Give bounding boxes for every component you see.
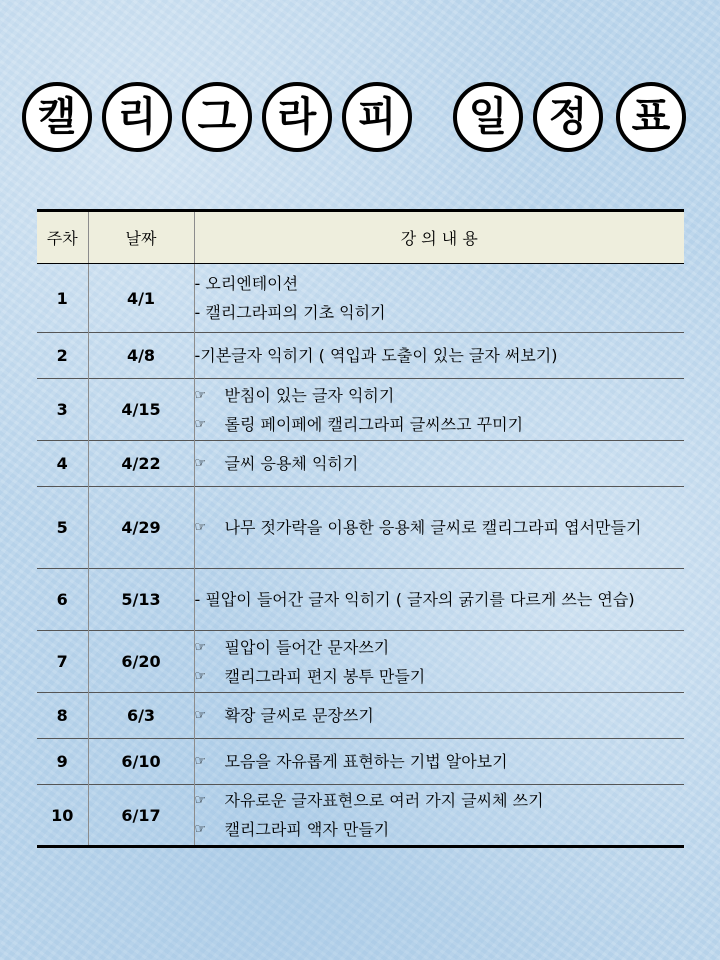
week-number: 3 bbox=[37, 379, 88, 441]
week-number: 6 bbox=[37, 569, 88, 631]
week-number: 4 bbox=[37, 441, 88, 487]
content-text: - 필압이 들어간 글자 익히기 ( 글자의 굵기를 다르게 쓰는 연습) bbox=[194, 590, 635, 609]
table-row bbox=[37, 631, 684, 693]
table-row bbox=[37, 264, 684, 333]
title-char-circle: 캘 bbox=[22, 82, 92, 152]
hand-pointing-icon: ☞ bbox=[194, 387, 207, 403]
content-line bbox=[195, 786, 685, 815]
hand-pointing-icon: ☞ bbox=[194, 639, 207, 655]
lesson-content bbox=[194, 441, 684, 487]
lesson-date: 4/22 bbox=[88, 441, 194, 487]
content-text: 나무 젓가락을 이용한 응용체 글씨로 캘리그라피 엽서만들기 bbox=[224, 518, 642, 537]
hand-pointing-icon: ☞ bbox=[194, 708, 207, 723]
table-row bbox=[37, 487, 684, 569]
schedule-table bbox=[37, 209, 684, 848]
table-row bbox=[37, 379, 684, 441]
table-row bbox=[37, 569, 684, 631]
title-char-circle: 표 bbox=[616, 82, 686, 152]
title-char-circle: 일 bbox=[453, 82, 523, 152]
content-text: 받침이 있는 글자 익히기 bbox=[224, 385, 395, 405]
content-line bbox=[195, 449, 685, 478]
content-line bbox=[195, 269, 685, 298]
lesson-content bbox=[194, 487, 684, 569]
table-row bbox=[37, 693, 684, 739]
content-line bbox=[195, 747, 685, 776]
hand-pointing-icon: ☞ bbox=[194, 520, 207, 535]
table-row bbox=[37, 785, 684, 847]
hand-pointing-icon: ☞ bbox=[194, 456, 207, 471]
lesson-content bbox=[194, 379, 684, 441]
lesson-date: 4/29 bbox=[88, 487, 194, 569]
week-number: 9 bbox=[37, 739, 88, 785]
lesson-date: 6/10 bbox=[88, 739, 194, 785]
hand-pointing-icon: ☞ bbox=[194, 793, 207, 808]
table-row bbox=[37, 739, 684, 785]
content-text: 캘리그라피 편지 봉투 만들기 bbox=[224, 666, 426, 686]
content-line bbox=[195, 513, 685, 542]
lesson-content bbox=[194, 569, 684, 631]
column-header-week: 주차 bbox=[37, 211, 88, 264]
content-text: 자유로운 글자표현으로 여러 가지 글씨체 쓰기 bbox=[224, 791, 544, 810]
content-text: 확장 글씨로 문장쓰기 bbox=[224, 706, 374, 725]
content-line bbox=[195, 815, 685, 844]
title-char-circle: 라 bbox=[262, 82, 332, 152]
content-text: 캘리그라피 액자 만들기 bbox=[224, 820, 390, 839]
content-text: - 오리엔테이션 bbox=[194, 274, 299, 293]
hand-pointing-icon: ☞ bbox=[194, 822, 207, 837]
column-header-content: 강 의 내 용 bbox=[194, 211, 684, 264]
lesson-content bbox=[194, 739, 684, 785]
content-line bbox=[195, 633, 685, 662]
content-text: 롤링 페이페에 캘리그라피 글씨쓰고 꾸미기 bbox=[224, 414, 524, 434]
lesson-content bbox=[194, 264, 684, 333]
content-line bbox=[195, 410, 685, 439]
week-number: 7 bbox=[37, 631, 88, 693]
content-line bbox=[195, 341, 685, 370]
week-number: 5 bbox=[37, 487, 88, 569]
content-text: - 캘리그라피의 기초 익히기 bbox=[194, 303, 386, 322]
title-char-circle: 피 bbox=[342, 82, 412, 152]
lesson-date: 5/13 bbox=[88, 569, 194, 631]
lesson-date: 4/8 bbox=[88, 333, 194, 379]
hand-pointing-icon: ☞ bbox=[194, 754, 207, 769]
hand-pointing-icon: ☞ bbox=[194, 668, 207, 684]
page-title bbox=[22, 82, 702, 156]
hand-pointing-icon: ☞ bbox=[194, 416, 207, 432]
title-char-circle: 정 bbox=[533, 82, 603, 152]
content-text: 필압이 들어간 문자쓰기 bbox=[224, 637, 390, 657]
content-text: -기본글자 익히기 ( 역입과 도출이 있는 글자 써보기) bbox=[194, 346, 558, 365]
week-number: 10 bbox=[37, 785, 88, 847]
lesson-content bbox=[194, 693, 684, 739]
content-text: 글씨 응용체 익히기 bbox=[224, 454, 359, 473]
column-header-date: 날짜 bbox=[88, 211, 194, 264]
table-row bbox=[37, 441, 684, 487]
title-char-circle: 그 bbox=[182, 82, 252, 152]
content-line bbox=[195, 585, 685, 614]
week-number: 8 bbox=[37, 693, 88, 739]
lesson-date: 4/15 bbox=[88, 379, 194, 441]
table-header-row bbox=[37, 211, 684, 264]
lesson-content bbox=[194, 785, 684, 847]
lesson-date: 6/3 bbox=[88, 693, 194, 739]
content-line bbox=[195, 701, 685, 730]
week-number: 1 bbox=[37, 264, 88, 333]
content-text: 모음을 자유롭게 표현하는 기법 알아보기 bbox=[224, 752, 508, 771]
lesson-content bbox=[194, 333, 684, 379]
content-line bbox=[195, 662, 685, 691]
title-char-circle: 리 bbox=[102, 82, 172, 152]
content-line bbox=[195, 381, 685, 410]
content-line bbox=[195, 298, 685, 327]
lesson-content bbox=[194, 631, 684, 693]
lesson-date: 4/1 bbox=[88, 264, 194, 333]
lesson-date: 6/20 bbox=[88, 631, 194, 693]
lesson-date: 6/17 bbox=[88, 785, 194, 847]
table-row bbox=[37, 333, 684, 379]
week-number: 2 bbox=[37, 333, 88, 379]
